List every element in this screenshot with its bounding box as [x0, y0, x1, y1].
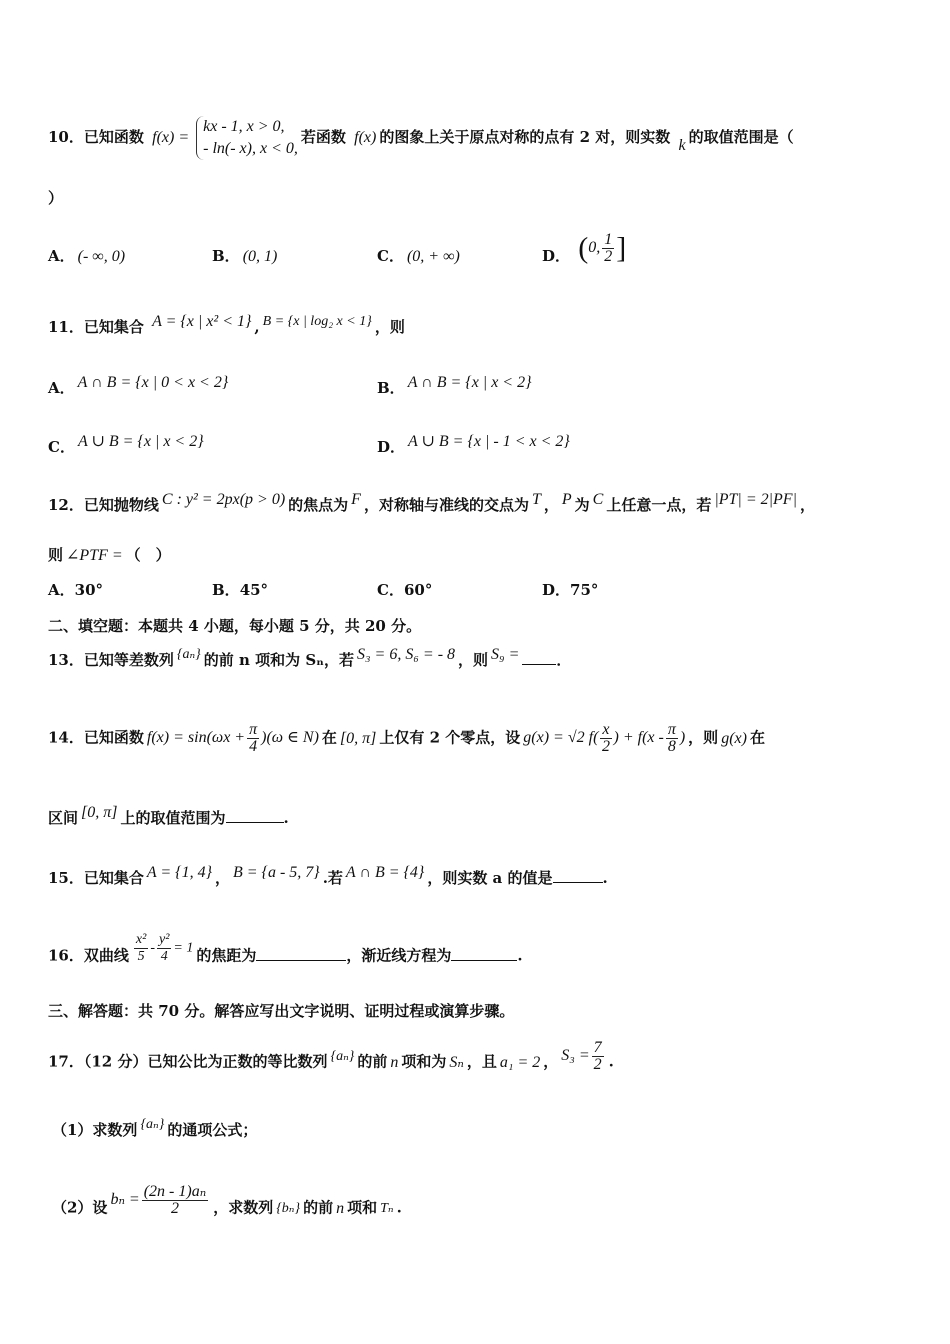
q12-text-5: 为: [574, 496, 590, 514]
q12-number: 12．: [48, 496, 84, 514]
q11-option-b: [377, 368, 535, 399]
q17-part-1: [52, 1117, 258, 1141]
q15-text-1: 已知集合: [83, 869, 144, 887]
q12-option-d: [542, 580, 598, 600]
q11-text-1: 已知集合: [83, 318, 144, 336]
q14-text-5: 在: [749, 728, 765, 747]
q17-text-1: （12 分）已知公比为正数的等比数列: [83, 1052, 328, 1071]
option-label: A．: [48, 247, 75, 265]
question-17: [48, 1039, 614, 1079]
q13-sequence: {aₙ}: [176, 647, 201, 662]
d-frac-num: 1: [604, 230, 613, 248]
option-value: 60°: [403, 581, 433, 599]
q16-asymptote-blank[interactable]: [451, 946, 517, 961]
option-value: 75°: [570, 581, 599, 599]
q17-p2-label: （2）设: [52, 1198, 108, 1217]
q17-seven-halves: [592, 1040, 604, 1073]
q11-set-a: A = {x | x² < 1}: [152, 313, 252, 330]
q16-text-3: ，渐近线方程为: [346, 946, 452, 965]
q16-x-frac: [134, 932, 148, 965]
q11-comma: ,: [254, 318, 260, 336]
q13-text-3: ，则: [458, 651, 489, 669]
q14-answer-blank[interactable]: [226, 808, 284, 823]
option-value: 45°: [239, 581, 269, 599]
option-label: C．: [377, 247, 404, 265]
q12-curve: C : y² = 2px(p > 0): [161, 491, 286, 508]
q10-fx-2: f(x): [354, 129, 377, 146]
q12-text-6: 上任意一点，若: [606, 496, 712, 514]
option-value: (- ∞, 0): [77, 248, 126, 265]
q17-p2-Tn: Tₙ: [380, 1200, 394, 1216]
q17-text-3: 项和为: [401, 1052, 447, 1071]
question-12: [48, 491, 815, 516]
q16-minus: -: [150, 940, 155, 956]
q10-text-2: 若函数: [300, 128, 346, 146]
question-10: [48, 116, 794, 160]
q15-number: 15．: [48, 869, 84, 887]
q12-F: F: [351, 491, 361, 508]
q16-y-frac: [157, 932, 171, 965]
q14-line-2: [48, 804, 289, 829]
question-13: [48, 646, 572, 671]
q10-case-1: kx - 1, x > 0,: [203, 118, 285, 135]
frac-num: (2n - 1)aₙ: [143, 1183, 207, 1200]
q17-bn-frac: [142, 1184, 208, 1217]
q12-text-8: 则: [48, 546, 64, 564]
q14-text-1: 已知函数: [83, 728, 144, 747]
q17-text-2: 的前: [357, 1052, 388, 1071]
q17-Sn: Sₙ: [449, 1053, 464, 1071]
q12-T: T: [531, 491, 541, 508]
q14-interval-2: [0, π]: [81, 804, 118, 821]
q15-text-4: ，则实数 a 的值是: [427, 869, 553, 887]
q16-hyperbola: [132, 932, 193, 965]
q12-option-c: [377, 580, 432, 600]
q17-part-2: [52, 1183, 402, 1225]
q12-P: P: [561, 491, 572, 508]
option-label: B．: [212, 247, 240, 265]
q17-p1-label: （1）求数列: [52, 1121, 138, 1139]
q11-option-d: [377, 427, 573, 458]
q12-condition: |PT| = 2|PF|: [714, 491, 797, 508]
q13-answer-blank[interactable]: [522, 650, 556, 665]
frac-num: y²: [158, 932, 170, 947]
q13-number: 13．: [48, 651, 84, 669]
q11-option-c: [48, 427, 207, 458]
q17-bn-head: bₙ =: [110, 1191, 140, 1209]
q10-k: k: [678, 137, 686, 154]
bracket-open: (: [578, 231, 589, 264]
q11-number: 11．: [48, 318, 84, 336]
q14-gx-end: ): [679, 729, 686, 747]
question-15: [48, 864, 608, 889]
frac-den: 5: [137, 949, 145, 964]
q17-p2-text-1: ，求数列: [213, 1198, 274, 1217]
frac-den: 2: [601, 738, 610, 755]
q14-number: 14．: [48, 728, 84, 747]
q14-fx: [147, 722, 319, 755]
option-label: B．: [212, 581, 240, 599]
frac-den: 2: [593, 1056, 602, 1073]
q16-focal-blank[interactable]: [256, 946, 346, 961]
q15-set-a: A = {1, 4}: [146, 864, 212, 881]
q14-interval: [0, π]: [339, 729, 377, 747]
q10-fx: f(x) =: [152, 129, 190, 146]
q16-number: 16．: [48, 946, 84, 965]
q12-line-2: [48, 545, 171, 566]
q16-text-2: 的焦距为: [196, 946, 257, 965]
frac-den: 8: [667, 738, 676, 755]
q13-condition: S₃ = 6, S₆ = - 8: [356, 646, 456, 663]
q12-text-1: 已知抛物线: [83, 496, 159, 514]
q17-bn-def: [110, 1184, 210, 1217]
q15-answer-blank[interactable]: [553, 868, 603, 883]
q14-gx-head: g(x) = √2 f(: [523, 729, 599, 747]
q16-text-4: .: [517, 946, 523, 965]
frac-num: x: [602, 721, 610, 738]
q17-number: 17．: [48, 1052, 84, 1071]
q10-number: 10．: [48, 128, 84, 146]
q10-option-a: [48, 246, 128, 267]
q10-option-b: [212, 246, 280, 267]
section-2-header: 二、填空题：本题共 4 小题，每小题 5 分，共 20 分。: [48, 617, 422, 635]
q16-eq: = 1: [173, 940, 194, 956]
q10-text-3: 的图象上关于原点对称的点有 2 对，则实数: [379, 128, 671, 146]
option-value: A ∪ B = {x | - 1 < x < 2}: [408, 433, 570, 450]
q10-case-2: - ln(- x), x < 0,: [203, 140, 298, 157]
d-prefix: 0,: [588, 238, 601, 256]
q14-pi-over-4: [247, 722, 259, 755]
option-label: C．: [377, 581, 404, 599]
q13-S9: S₉ =: [491, 646, 520, 663]
bracket-close: ]: [616, 231, 627, 264]
q17-sequence: {aₙ}: [330, 1048, 355, 1064]
frac-num: π: [249, 721, 258, 738]
q10-piecewise: [196, 116, 298, 160]
q12-text-4: ，: [543, 496, 559, 514]
option-value: [578, 232, 626, 265]
q11-option-a: [48, 368, 231, 399]
frac-den: 4: [160, 949, 168, 964]
frac-den: 4: [249, 738, 258, 755]
q15-intersection: A ∩ B = {4}: [345, 864, 425, 881]
q12-option-a: [48, 580, 103, 600]
q13-text-4: ．: [556, 651, 572, 669]
q14-text-4: ，则: [688, 728, 719, 747]
q14-gx-2: g(x): [721, 729, 747, 747]
q17-p2-n: n: [336, 1199, 345, 1217]
q14-text-8: .: [283, 809, 289, 827]
q12-text-7: ，: [799, 496, 815, 514]
q12-text-2: 的焦点为: [288, 496, 349, 514]
q17-p2-text-2: 的前: [303, 1198, 334, 1217]
q17-p1-tail: 的通项公式；: [167, 1121, 258, 1139]
q10-text-4: 的取值范围是（: [688, 128, 794, 146]
q11-text-2: ，则: [374, 318, 405, 336]
q14-text-7: 上的取值范围为: [120, 809, 226, 827]
section-3-header: 三、解答题：共 70 分。解答应写出文字说明、证明过程或演算步骤。: [48, 1002, 515, 1020]
question-14: [48, 722, 765, 755]
q17-p1-sequence: {aₙ}: [140, 1117, 165, 1132]
frac-den: 2: [170, 1200, 179, 1217]
option-label: C．: [48, 438, 75, 456]
q12-option-b: [212, 580, 268, 600]
q17-a1: a₁ = 2: [499, 1053, 541, 1071]
option-value: 30°: [74, 581, 104, 599]
q12-angle: ∠PTF =: [66, 547, 123, 564]
q17-text-5: ，: [543, 1052, 559, 1071]
q13-text-2: 的前 n 项和为 Sₙ，若: [203, 651, 354, 669]
q17-n: n: [390, 1053, 399, 1071]
option-label: D．: [377, 438, 406, 456]
q14-pi-over-8: [666, 722, 678, 755]
option-label: D．: [542, 247, 571, 265]
frac-num: π: [667, 721, 676, 738]
q10-option-d: [542, 230, 629, 266]
q14-fx-head: f(x) = sin(ωx +: [146, 729, 246, 747]
q14-text-3: 上仅有 2 个零点，设: [379, 728, 521, 747]
q12-C: C: [592, 491, 604, 508]
option-label: A．: [48, 581, 75, 599]
option-label: B．: [377, 379, 405, 397]
q17-p2-text-4: .: [396, 1198, 402, 1217]
frac-num: 7: [593, 1039, 602, 1056]
question-16: [48, 932, 523, 973]
q15-text-3: .若: [322, 869, 343, 887]
q15-text-5: .: [602, 869, 608, 887]
q13-text-1: 已知等差数列: [83, 651, 174, 669]
option-value: A ∪ B = {x | x < 2}: [77, 433, 204, 450]
q10-close-paren: ）: [48, 189, 64, 207]
option-value: A ∩ B = {x | 0 < x < 2}: [77, 374, 229, 391]
q17-S3: [561, 1040, 605, 1073]
q15-text-2: ，: [214, 869, 230, 887]
d-fraction: [602, 232, 614, 265]
q10-text-1: 已知函数: [83, 128, 144, 146]
q17-p2-sequence: {bₙ}: [276, 1200, 301, 1216]
q17-p2-text-3: 项和: [347, 1198, 378, 1217]
q12-text-3: ，对称轴与准线的交点为: [363, 496, 529, 514]
q17-S3-head: S₃ =: [561, 1047, 590, 1065]
q16-text-1: 双曲线: [83, 946, 129, 965]
q14-x-over-2: [600, 722, 611, 755]
option-value: (0, + ∞): [406, 248, 460, 265]
q14-gx-mid: ) + f(x -: [613, 729, 664, 747]
d-frac-den: 2: [604, 247, 613, 265]
q14-fx-tail: )(ω ∈ N): [261, 729, 319, 747]
option-value: A ∩ B = {x | x < 2}: [407, 374, 532, 391]
q14-text-2: 在: [321, 728, 337, 747]
q14-text-6: 区间: [48, 809, 79, 827]
q14-gx: [523, 722, 685, 755]
q11-set-b: B = {x | log₂ x < 1}: [262, 314, 372, 329]
option-label: D．: [542, 581, 571, 599]
frac-num: x²: [135, 932, 147, 947]
q17-text-6: .: [608, 1052, 614, 1071]
q17-text-4: ，且: [466, 1052, 497, 1071]
option-value: (0, 1): [242, 248, 278, 265]
q15-set-b: B = {a - 5, 7}: [232, 864, 320, 881]
q12-text-9: （ ）: [125, 546, 171, 564]
option-label: A．: [48, 379, 75, 397]
q10-option-c: [377, 246, 463, 267]
question-11: [48, 313, 405, 338]
